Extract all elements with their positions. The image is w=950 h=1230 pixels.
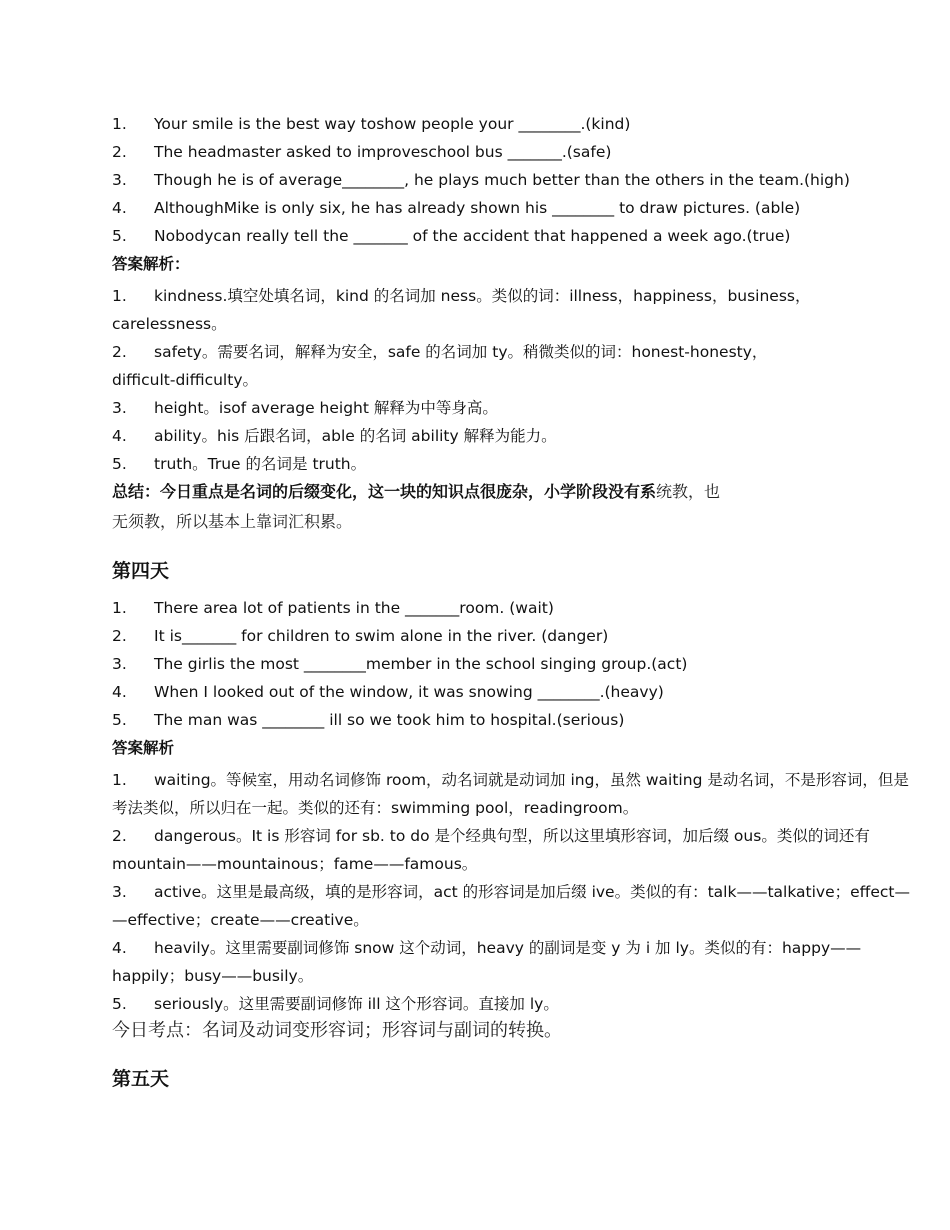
answer-text: kindness.填空处填名词，kind 的名词加 ness。类似的词：illness，happiness，business， xyxy=(154,287,811,305)
summary-bold: 总结：今日重点是名词的后缀变化，这一块的知识点很庞杂，小学阶段没有系 xyxy=(112,482,657,501)
question-item xyxy=(112,170,850,190)
answer-text: active。这里是最高级，填的是形容词，act 的形容词是加后缀 ive。类似的有：talk——talkative；effect— xyxy=(154,883,910,901)
item-number: 5. xyxy=(112,455,127,473)
answer-text: safety。需要名词，解释为安全，safe 的名词加 ty。稍微类似的词：honest-honesty， xyxy=(154,343,768,361)
answer-item xyxy=(112,938,861,958)
answer-item xyxy=(112,286,811,306)
answer-continuation: mountain——mountainous；fame——famous。 xyxy=(112,855,478,873)
answer-text: truth。True 的名词是 truth。 xyxy=(154,455,367,473)
answer-text: seriously。这里需要副词修饰 ill 这个形容词。直接加 ly。 xyxy=(154,995,559,1013)
question-text: Though he is of average________, he plays much better than the others in the team.(high) xyxy=(154,171,850,189)
question-item xyxy=(112,682,664,702)
item-number: 2. xyxy=(112,143,127,161)
answer-item xyxy=(112,454,366,474)
item-number: 2. xyxy=(112,627,127,645)
question-item xyxy=(112,114,630,134)
item-number: 3. xyxy=(112,171,127,189)
question-item xyxy=(112,598,554,618)
answer-continuation: —effective；create——creative。 xyxy=(112,911,369,929)
section-title: 第五天 xyxy=(112,1068,170,1090)
question-item xyxy=(112,710,624,730)
question-item xyxy=(112,226,790,246)
question-item xyxy=(112,654,687,674)
answer-continuation: happily；busy——busily。 xyxy=(112,967,314,985)
answer-item xyxy=(112,342,767,362)
question-text: The girlis the most ________member in the school singing group.(act) xyxy=(154,655,688,673)
answer-text: heavily。这里需要副词修饰 snow 这个动词，heavy 的副词是变 y 为 i 加 ly。类似的有：happy—— xyxy=(154,939,862,957)
item-number: 3. xyxy=(112,655,127,673)
item-number: 4. xyxy=(112,683,127,701)
question-text: AlthoughMike is only six, he has already shown his ________ to draw pictures. (able) xyxy=(154,199,801,217)
answer-text: height。isof average height 解释为中等身高。 xyxy=(154,399,498,417)
answer-continuation: difficult-difficulty。 xyxy=(112,371,258,389)
question-text: The man was ________ ill so we took him to hospital.(serious) xyxy=(154,711,625,729)
summary-line2: 无须教，所以基本上靠词汇积累。 xyxy=(112,512,353,531)
question-text: It is_______ for children to swim alone in the river. (danger) xyxy=(154,627,609,645)
summary: 今日考点：名词及动词变形容词；形容词与副词的转换。 xyxy=(112,1020,562,1041)
question-text: There area lot of patients in the _______room. (wait) xyxy=(154,599,554,617)
item-number: 2. xyxy=(112,827,127,845)
answer-text: dangerous。It is 形容词 for sb. to do 是个经典句型，所以这里填形容词，加后缀 ous。类似的词还有 xyxy=(154,827,870,845)
question-text: Your smile is the best way toshow people your ________.(kind) xyxy=(154,115,631,133)
question-text: The headmaster asked to improveschool bus _______.(safe) xyxy=(154,143,612,161)
answer-item xyxy=(112,426,557,446)
question-text: Nobodycan really tell the _______ of the accident that happened a week ago.(true) xyxy=(154,227,791,245)
question-text: When I looked out of the window, it was snowing ________.(heavy) xyxy=(154,683,664,701)
answer-text: waiting。等候室，用动名词修饰 room，动名词就是动词加 ing，虽然 waiting 是动名词，不是形容词，但是 xyxy=(154,771,909,789)
answer-item xyxy=(112,994,559,1014)
question-item xyxy=(112,198,800,218)
summary xyxy=(112,482,720,502)
answer-continuation: 考法类似，所以归在一起。类似的还有：swimming pool，readingroom。 xyxy=(112,799,639,817)
answer-item xyxy=(112,882,910,902)
item-number: 3. xyxy=(112,883,127,901)
item-number: 4. xyxy=(112,427,127,445)
answer-item xyxy=(112,770,909,790)
item-number: 5. xyxy=(112,995,127,1013)
item-number: 1. xyxy=(112,115,127,133)
item-number: 5. xyxy=(112,227,127,245)
item-number: 4. xyxy=(112,939,127,957)
question-item xyxy=(112,626,608,646)
item-number: 3. xyxy=(112,399,127,417)
item-number: 4. xyxy=(112,199,127,217)
item-number: 1. xyxy=(112,287,127,305)
answer-continuation: carelessness。 xyxy=(112,315,227,333)
answer-item xyxy=(112,826,870,846)
summary-rest: 统教，也 xyxy=(656,482,721,501)
answer-analysis-heading: 答案解析 xyxy=(112,739,175,757)
item-number: 2. xyxy=(112,343,127,361)
answer-analysis-heading: 答案解析： xyxy=(112,255,190,273)
section-title: 第四天 xyxy=(112,560,170,582)
answer-item xyxy=(112,398,498,418)
answer-text: ability。his 后跟名词，able 的名词 ability 解释为能力。 xyxy=(154,427,557,445)
question-item xyxy=(112,142,611,162)
item-number: 1. xyxy=(112,771,127,789)
item-number: 5. xyxy=(112,711,127,729)
item-number: 1. xyxy=(112,599,127,617)
